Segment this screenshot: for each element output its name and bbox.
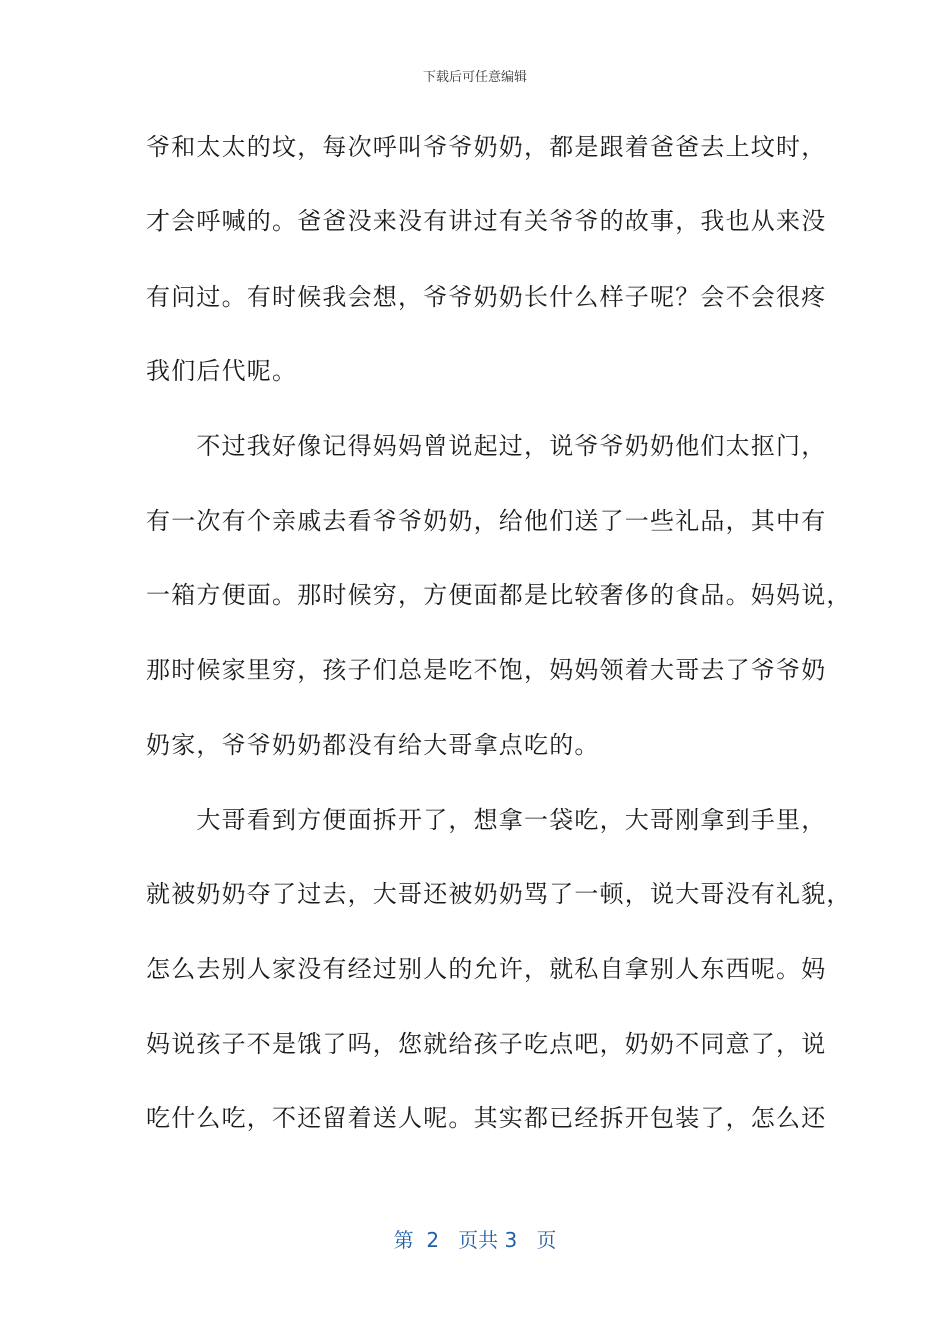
text-line: 爷和太太的坟，每次呼叫爷爷奶奶，都是跟着爸爸去上坟时， <box>146 133 827 161</box>
text-line: 不过我好像记得妈妈曾说起过，说爷爷奶奶他们太抠门， <box>146 432 827 460</box>
text-line: 就被奶奶夺了过去，大哥还被奶奶骂了一顿，说大哥没有礼貌， <box>146 880 852 908</box>
text-line: 吃什么吃，不还留着送人呢。其实都已经拆开包装了，怎么还 <box>146 1104 827 1132</box>
text-line: 奶家，爷爷奶奶都没有给大哥拿点吃的。 <box>146 731 600 759</box>
text-line: 才会呼喊的。爸爸没来没有讲过有关爷爷的故事，我也从来没 <box>146 207 827 235</box>
text-line: 有一次有个亲戚去看爷爷奶奶，给他们送了一些礼品，其中有 <box>146 507 827 535</box>
page-footer: 第 2 页共 3 页 <box>393 1228 557 1252</box>
text-line: 我们后代呢。 <box>146 357 298 385</box>
text-line: 怎么去别人家没有经过别人的允许，就私自拿别人东西呢。妈 <box>146 955 827 983</box>
text-line: 大哥看到方便面拆开了，想拿一袋吃，大哥刚拿到手里， <box>146 806 827 834</box>
text-line: 一箱方便面。那时候穷，方便面都是比较奢侈的食品。妈妈说， <box>146 581 852 609</box>
text-line: 那时候家里穷，孩子们总是吃不饱，妈妈领着大哥去了爷爷奶 <box>146 656 827 684</box>
text-line: 妈说孩子不是饿了吗，您就给孩子吃点吧，奶奶不同意了，说 <box>146 1030 827 1058</box>
page-header: 下载后可任意编辑 <box>422 70 527 85</box>
text-line: 有问过。有时候我会想，爷爷奶奶长什么样子呢？会不会很疼 <box>146 283 827 311</box>
